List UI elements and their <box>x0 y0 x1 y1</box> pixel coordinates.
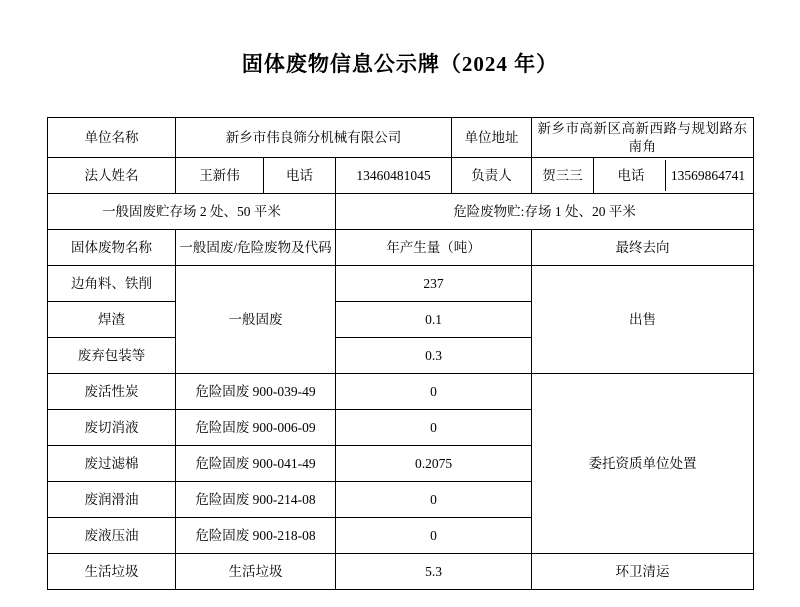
label-phone-2: 电话 <box>597 160 666 191</box>
waste-info-table-container <box>47 117 753 590</box>
cell-waste-name: 废切消液 <box>48 410 176 446</box>
table-row-contacts <box>48 158 754 194</box>
header-waste-name: 固体废物名称 <box>48 230 176 266</box>
value-phone-1: 13460481045 <box>336 158 452 194</box>
cell-waste-name: 焊渣 <box>48 302 176 338</box>
page-title: 固体废物信息公示牌（2024 年） <box>241 52 559 76</box>
cell-destination: 环卫清运 <box>532 554 754 590</box>
value-unit-name: 新乡市伟良筛分机械有限公司 <box>176 118 452 158</box>
cell-waste-category: 危险固废 900-041-49 <box>176 446 336 482</box>
cell-annual-amount: 237 <box>336 266 532 302</box>
waste-info-table <box>47 117 754 590</box>
cell-waste-name: 生活垃圾 <box>48 554 176 590</box>
cell-waste-name: 废液压油 <box>48 518 176 554</box>
value-manager: 贺三三 <box>532 158 594 194</box>
cell-annual-amount: 0 <box>336 482 532 518</box>
header-destination: 最终去向 <box>532 230 754 266</box>
cell-waste-category: 危险固废 900-218-08 <box>176 518 336 554</box>
table-row-unit <box>48 118 754 158</box>
table-row <box>48 266 754 302</box>
label-manager: 负责人 <box>452 158 532 194</box>
label-unit-address: 单位地址 <box>452 118 532 158</box>
header-annual-amount: 年产生量（吨） <box>336 230 532 266</box>
cell-waste-category: 一般固废 <box>176 266 336 374</box>
cell-waste-category: 危险固废 900-006-09 <box>176 410 336 446</box>
table-row <box>48 374 754 410</box>
cell-waste-category: 危险固废 900-039-49 <box>176 374 336 410</box>
cell-annual-amount: 5.3 <box>336 554 532 590</box>
cell-waste-name: 废弃包装等 <box>48 338 176 374</box>
value-unit-address: 新乡市高新区高新西路与规划路东南角 <box>532 118 754 158</box>
cell-annual-amount: 0 <box>336 410 532 446</box>
cell-waste-name: 废润滑油 <box>48 482 176 518</box>
cell-annual-amount: 0.3 <box>336 338 532 374</box>
cell-waste-name: 边角料、铁削 <box>48 266 176 302</box>
label-legal-person: 法人姓名 <box>48 158 176 194</box>
cell-waste-name: 废过滤棉 <box>48 446 176 482</box>
general-waste-storage: 一般固废贮存场 2 处、50 平米 <box>48 194 336 230</box>
label-phone-1: 电话 <box>264 158 336 194</box>
document-page <box>0 48 800 607</box>
table-row-storage <box>48 194 754 230</box>
table-header-row <box>48 230 754 266</box>
cell-destination: 委托资质单位处置 <box>532 374 754 554</box>
cell-waste-name: 废活性炭 <box>48 374 176 410</box>
phone-2-cell <box>594 158 754 194</box>
cell-destination: 出售 <box>532 266 754 374</box>
label-unit-name: 单位名称 <box>48 118 176 158</box>
cell-waste-category: 生活垃圾 <box>176 554 336 590</box>
value-phone-2: 13569864741 <box>670 167 746 183</box>
cell-annual-amount: 0 <box>336 518 532 554</box>
cell-annual-amount: 0 <box>336 374 532 410</box>
hazard-waste-storage: 危险废物贮:存场 1 处、20 平米 <box>336 194 754 230</box>
value-legal-person: 王新伟 <box>176 158 264 194</box>
header-waste-category: 一般固废/危险废物及代码 <box>176 230 336 266</box>
cell-annual-amount: 0.1 <box>336 302 532 338</box>
cell-waste-category: 危险固废 900-214-08 <box>176 482 336 518</box>
cell-annual-amount: 0.2075 <box>336 446 532 482</box>
